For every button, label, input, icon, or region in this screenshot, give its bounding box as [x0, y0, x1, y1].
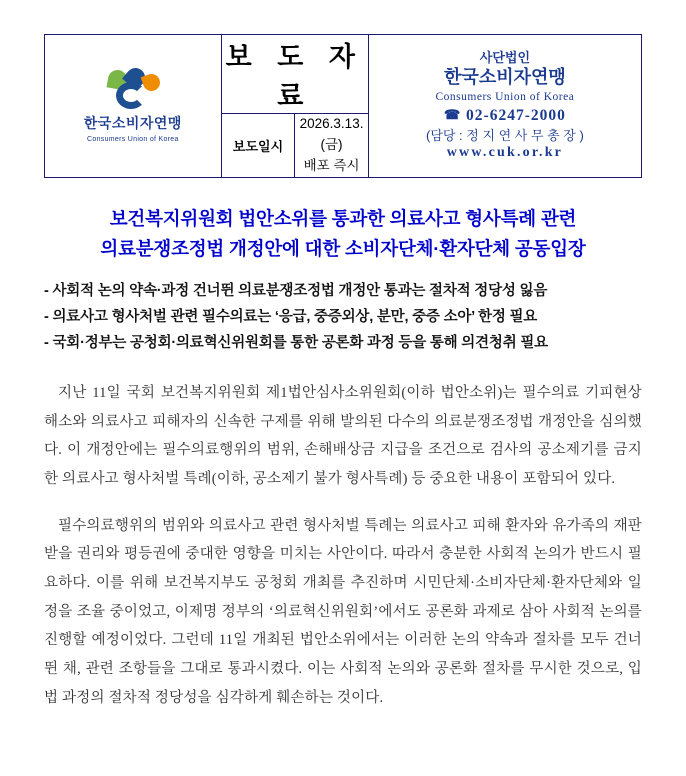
- body-text: [44, 379, 642, 713]
- org-name: 한국소비자연맹: [444, 67, 566, 88]
- headline: [44, 204, 642, 264]
- press-title: 보 도 자 료: [225, 42, 364, 111]
- body-paragraph-1: 지난 11일 국회 보건복지위원회 제1법안심사소위원회(이하 법안소위)는 필수의료 기피현상 해소와 의료사고 피해자의 신속한 구제를 위해 발의된 다수의 의료분쟁조정법 개정안을 심의했다. 이 개정안에는 필수의료행위의 범위, 손해배상금 지급을 조건으로 검사의 공소제기를 금지한 의료사고 형사처벌 특례(이하, 공소제기 불가 형사특례) 등 중요한 내용이 포함되어 있다.: [44, 384, 642, 487]
- date-value-cell: [295, 114, 369, 178]
- phone-icon: ☎: [443, 107, 462, 123]
- body-paragraph-2: 필수의료행위의 범위와 의료사고 관련 형사처벌 특례는 의료사고 피해 환자와 유가족의 재판받을 권리와 평등권에 중대한 영향을 미치는 사안이다. 따라서 충분한 사회적 논의가 반드시 필요하다. 이를 위해 보건복지부도 공청회 개최를 추진하며 시민단체·소비자단체·환자단체와 일정을 조율 중이었고, 이제명 정부의 ‘의료혁신위원회’에서도 공론화 과제로 삼아 사회적 논의를 진행할 예정이었다. 그런데 11일 개최된 법안소위에서는 이러한 논의 약속과 절차를 모두 건너뛴 채, 관련 조항들을 그대로 통과시켰다. 이는 사회적 논의와 공론화 절차를 무시한 것으로, 입법 과정의 절차적 정당성을 심각하게 훼손하는 것이다.: [44, 517, 642, 706]
- date-label-cell: [221, 114, 295, 178]
- date-value: 2026.3.13.(금): [299, 116, 364, 152]
- org-eng: Consumers Union of Korea: [435, 91, 575, 104]
- org-corp: 사단법인: [479, 50, 531, 66]
- press-release-page: [0, 34, 686, 776]
- logo-cell: [45, 35, 222, 178]
- org-phone-line: [369, 106, 641, 126]
- logo-name: 한국소비자연맹: [83, 115, 182, 132]
- header-table: [44, 34, 642, 178]
- bullet-item: - 국회·정부는 공청회·의료혁신위원회를 통한 공론화 과정 등을 통해 의견청취 필요: [44, 335, 548, 352]
- org-phone: 02-6247-2000: [466, 107, 566, 125]
- date-value-wrap: [295, 114, 368, 177]
- date-distribution: 배포 즉시: [303, 157, 360, 173]
- headline-line-2: 의료분쟁조정법 개정안에 대한 소비자단체·환자단체 공동입장: [100, 237, 586, 259]
- press-title-cell: [221, 35, 368, 114]
- date-label: 보도일시: [232, 138, 284, 154]
- org-website[interactable]: www.cuk.or.kr: [446, 144, 564, 160]
- organization-cell: [368, 35, 641, 178]
- bullet-item: - 사회적 논의 약속·과정 건너뛴 의료분쟁조정법 개정안 통과는 절차적 정당성 잃음: [44, 282, 548, 299]
- bullet-item: - 의료사고 형사처벌 관련 필수의료는 ‘응급, 중증외상, 분만, 중증 소아’ 한정 필요: [44, 309, 538, 326]
- cuk-logo-icon: [102, 68, 164, 110]
- logo-sub: Consumers Union of Korea: [87, 136, 179, 144]
- bullet-list: [44, 278, 642, 357]
- organization-logo: [45, 68, 221, 143]
- headline-line-1: 보건복지위원회 법안소위를 통과한 의료사고 형사특례 관련: [109, 207, 577, 229]
- org-contact-person: (담당 : 정 지 연 사 무 총 장 ): [426, 127, 584, 143]
- organization-info: [369, 47, 641, 164]
